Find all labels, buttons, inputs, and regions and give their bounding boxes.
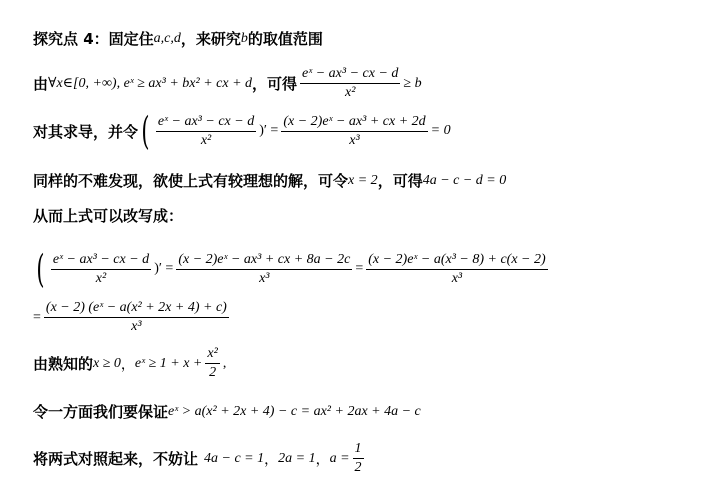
fraction bbox=[51, 252, 151, 287]
fraction bbox=[353, 441, 364, 476]
fraction-numerator: eˣ − ax³ − cx − d bbox=[51, 252, 151, 270]
fraction-denominator: x² bbox=[200, 132, 212, 148]
var-b: b bbox=[240, 30, 248, 46]
equals: = bbox=[355, 261, 364, 276]
line-rewrite bbox=[33, 205, 183, 226]
cond-x-nonneg: x ≥ 0 bbox=[93, 355, 121, 371]
eq-a: a = bbox=[329, 450, 350, 466]
left-paren: ( bbox=[36, 247, 45, 291]
heading-mid: ，来研究 bbox=[180, 30, 241, 48]
prime-equals: )′ = bbox=[259, 123, 279, 138]
heading-tail: 的取值范围 bbox=[247, 30, 323, 48]
heading-label: 探究点 4：固定住 bbox=[33, 30, 154, 48]
eq-4a-c: 4a − c = 1 bbox=[204, 450, 265, 466]
relation: ≥ b bbox=[403, 75, 422, 91]
prime-equals: )′ = bbox=[154, 261, 174, 276]
eq-2a: 2a = 1 bbox=[278, 450, 316, 466]
fraction-denominator: 2 bbox=[209, 365, 217, 380]
fraction-numerator: (x − 2)eˣ − a(x³ − 8) + c(x − 2) bbox=[366, 252, 547, 270]
line-rewritten-equation bbox=[33, 247, 551, 291]
line-factored bbox=[33, 300, 232, 335]
fraction-numerator: eˣ − ax³ − cx − d bbox=[156, 114, 256, 132]
line-known-inequality bbox=[33, 346, 226, 381]
fraction-denominator: 2 bbox=[354, 460, 362, 475]
fraction-numerator: x² bbox=[205, 346, 219, 364]
condition-expr: ∀x∈[0, +∞), eˣ ≥ ax³ + bx² + cx + d bbox=[48, 76, 253, 91]
fraction bbox=[366, 252, 547, 287]
line-exploration-point-4 bbox=[33, 28, 323, 49]
fraction bbox=[156, 114, 256, 149]
fraction-denominator: x³ bbox=[451, 270, 463, 286]
separator: ， bbox=[120, 357, 135, 373]
label-let: 同样的不难发现，欲使上式有较理想的解，可令 bbox=[33, 172, 349, 190]
ensure-expr: eˣ > a(x² + 2x + 4) − c = ax² + 2ax + 4a − c bbox=[168, 403, 421, 419]
fraction bbox=[44, 300, 229, 335]
label-ke: ，可得 bbox=[377, 172, 423, 190]
fraction-numerator: (x − 2)eˣ − ax³ + cx + 2d bbox=[281, 114, 427, 132]
fraction-denominator: x³ bbox=[259, 270, 270, 286]
line-let-x-2 bbox=[33, 170, 506, 191]
fraction bbox=[281, 114, 427, 149]
result-expr: 4a − c − d = 0 bbox=[422, 172, 507, 188]
fraction-numerator: eˣ − ax³ − cx − d bbox=[300, 66, 400, 84]
let-condition: x = 2 bbox=[348, 172, 378, 188]
label-compare: 将两式对照起来，不妨让 bbox=[33, 450, 199, 468]
equals-zero: = 0 bbox=[430, 123, 451, 138]
fraction-numerator: (x − 2)eˣ − ax³ + cx + 8a − 2c bbox=[176, 252, 352, 270]
left-paren: ( bbox=[141, 109, 150, 153]
fraction-denominator: x³ bbox=[349, 132, 360, 148]
line-derivative bbox=[33, 109, 451, 153]
label-ensure: 令一方面我们要保证 bbox=[33, 403, 169, 421]
exp-inequality: eˣ ≥ 1 + x + bbox=[134, 355, 203, 371]
label-you: 由 bbox=[33, 75, 49, 93]
fraction-numerator: 1 bbox=[353, 441, 364, 459]
fixed-vars: a,c,d bbox=[153, 30, 181, 46]
separator: ， bbox=[315, 452, 330, 468]
label-derivative: 对其求导，并令 bbox=[33, 122, 139, 141]
fraction-denominator: x² bbox=[95, 270, 107, 286]
line-ensure bbox=[33, 401, 421, 422]
label-ke: ，可得 bbox=[252, 75, 298, 93]
label-known: 由熟知的 bbox=[33, 355, 94, 373]
fraction bbox=[205, 346, 219, 381]
end-comma: , bbox=[222, 355, 227, 371]
line-condition bbox=[33, 66, 422, 101]
fraction-denominator: x³ bbox=[131, 319, 142, 334]
fraction-numerator: (x − 2) (eˣ − a(x² + 2x + 4) + c) bbox=[44, 300, 229, 318]
label-rewrite: 从而上式可以改写成： bbox=[33, 207, 184, 225]
line-compare bbox=[33, 441, 367, 476]
fraction bbox=[176, 252, 352, 287]
equals: = bbox=[33, 309, 41, 325]
fraction bbox=[300, 66, 400, 101]
separator: ， bbox=[264, 452, 279, 468]
fraction-denominator: x² bbox=[345, 85, 356, 100]
